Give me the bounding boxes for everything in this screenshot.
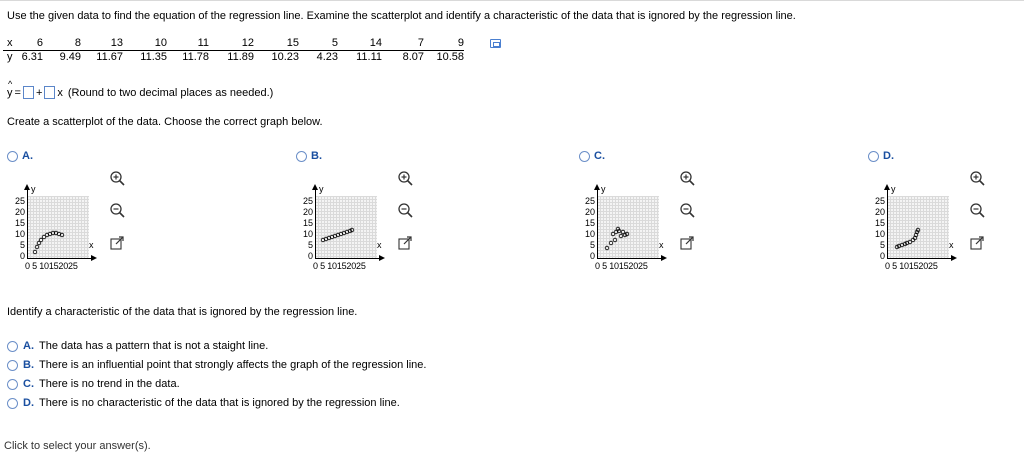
x-value: 12 <box>209 37 254 51</box>
x-axis-arrow-icon <box>379 255 385 261</box>
x-value: 5 <box>299 37 338 51</box>
y-tick-label: 0 <box>307 251 313 261</box>
zoom-in-icon[interactable] <box>397 170 413 186</box>
scatterplot-graph[interactable] <box>315 196 377 258</box>
scatter-points <box>597 196 659 258</box>
y-axis-arrow-icon <box>594 184 600 190</box>
y-axis <box>27 188 28 258</box>
x-axis <box>887 258 953 259</box>
regression-equation <box>7 86 273 99</box>
answer-option-a[interactable] <box>7 340 268 352</box>
y-axis <box>887 188 888 258</box>
x-axis <box>315 258 381 259</box>
x-tick-labels: 0 5 10152025 <box>25 261 78 271</box>
y-tick-label: 5 <box>19 240 25 250</box>
y-tick-label: 15 <box>302 218 313 228</box>
radio-button[interactable] <box>7 341 18 352</box>
y-tick-label: 0 <box>879 251 885 261</box>
open-graph-icon[interactable] <box>110 236 124 250</box>
answer-text: There is no trend in the data. <box>39 378 180 390</box>
radio-button[interactable] <box>7 151 18 162</box>
y-row-label: y <box>7 51 13 63</box>
graph-option-d[interactable] <box>868 150 894 162</box>
x-axis-name: x <box>949 240 954 250</box>
intercept-input[interactable] <box>23 86 34 99</box>
x-axis <box>597 258 663 259</box>
scatterplot-graph[interactable] <box>887 196 949 258</box>
y-tick-label: 10 <box>584 229 595 239</box>
answer-text: There is no characteristic of the data that is ignored by the regression line. <box>39 397 400 409</box>
scatter-point <box>605 246 609 250</box>
y-value: 4.23 <box>316 51 338 63</box>
x-value: 14 <box>338 37 382 51</box>
y-tick-label: 5 <box>879 240 885 250</box>
y-value: 10.23 <box>271 51 299 63</box>
answer-option-d[interactable] <box>7 397 400 409</box>
y-value: 11.11 <box>356 51 382 63</box>
y-hat-label: ^ y <box>7 87 13 99</box>
y-axis <box>315 188 316 258</box>
radio-button[interactable] <box>7 398 18 409</box>
y-axis-name: y <box>31 184 36 194</box>
y-value: 11.35 <box>140 51 167 63</box>
y-tick-label: 10 <box>302 229 313 239</box>
y-axis-arrow-icon <box>884 184 890 190</box>
y-tick-label: 20 <box>302 207 313 217</box>
radio-button[interactable] <box>296 151 307 162</box>
answer-letter: C. <box>23 378 34 390</box>
answer-letter: A. <box>23 340 34 352</box>
scatterplot-graph[interactable] <box>597 196 659 258</box>
zoom-in-icon[interactable] <box>109 170 125 186</box>
y-tick-label: 25 <box>302 196 313 206</box>
zoom-in-icon[interactable] <box>679 170 695 186</box>
x-value: 8 <box>43 37 81 51</box>
answer-letter: B. <box>23 359 34 371</box>
answer-letter: D. <box>23 397 34 409</box>
y-tick-label: 10 <box>874 229 885 239</box>
scatter-point <box>619 234 623 238</box>
radio-button[interactable] <box>7 379 18 390</box>
y-axis-name: y <box>319 184 324 194</box>
y-value: 11.89 <box>227 51 254 63</box>
zoom-out-icon[interactable] <box>679 202 695 218</box>
open-graph-icon[interactable] <box>680 236 694 250</box>
y-tick-label: 5 <box>307 240 313 250</box>
graph-option-c[interactable] <box>579 150 605 162</box>
radio-button[interactable] <box>868 151 879 162</box>
x-axis-name: x <box>89 240 94 250</box>
scatter-points <box>27 196 89 258</box>
scatter-point <box>39 238 43 242</box>
open-graph-icon[interactable] <box>398 236 412 250</box>
y-axis-name: y <box>601 184 606 194</box>
y-value: 10.58 <box>436 51 464 63</box>
option-letter: B. <box>311 150 322 162</box>
zoom-in-icon[interactable] <box>969 170 985 186</box>
scatter-point <box>613 238 617 242</box>
graph-option-b[interactable] <box>296 150 322 162</box>
x-row-label: x <box>3 37 19 51</box>
rounding-hint: (Round to two decimal places as needed.) <box>67 86 274 99</box>
radio-button[interactable] <box>7 360 18 371</box>
option-letter: C. <box>594 150 605 162</box>
y-tick-label: 5 <box>589 240 595 250</box>
y-tick-label: 15 <box>14 218 25 228</box>
footer-instruction: Click to select your answer(s). <box>4 440 151 452</box>
y-tick-label: 25 <box>874 196 885 206</box>
zoom-out-icon[interactable] <box>397 202 413 218</box>
plus-sign: + <box>35 86 43 99</box>
x-axis-arrow-icon <box>951 255 957 261</box>
identify-instruction: Identify a characteristic of the data that is ignored by the regression line. <box>7 306 358 318</box>
answer-option-c[interactable] <box>7 378 180 390</box>
y-tick-label: 25 <box>584 196 595 206</box>
question-prompt: Use the given data to find the equation of the regression line. Examine the scatterplot and identify a characteristic of the data that is ignored by the regression line. <box>7 10 796 22</box>
scatterplot-graph[interactable] <box>27 196 89 258</box>
open-graph-icon[interactable] <box>970 236 984 250</box>
x-tick-labels: 0 5 10152025 <box>595 261 648 271</box>
answer-option-b[interactable] <box>7 359 426 371</box>
x-value: 7 <box>382 37 424 51</box>
create-scatterplot-instruction: Create a scatterplot of the data. Choose the correct graph below. <box>7 116 323 128</box>
y-axis-arrow-icon <box>312 184 318 190</box>
y-value: 6.31 <box>21 51 43 63</box>
x-value: 11 <box>167 37 209 51</box>
y-tick-label: 15 <box>874 218 885 228</box>
copy-table-icon[interactable] <box>490 39 501 48</box>
x-value: 9 <box>424 37 464 51</box>
y-axis-arrow-icon <box>24 184 30 190</box>
scatter-point <box>609 241 613 245</box>
y-tick-label: 20 <box>874 207 885 217</box>
x-tick-labels: 0 5 10152025 <box>313 261 366 271</box>
data-table <box>3 37 464 63</box>
radio-button[interactable] <box>579 151 590 162</box>
scatter-point <box>33 250 37 254</box>
x-axis-name: x <box>377 240 382 250</box>
scatter-point <box>35 245 39 249</box>
scatter-points <box>887 196 949 258</box>
y-value: 11.78 <box>182 51 209 63</box>
answer-text: There is an influential point that strongly affects the graph of the regression line. <box>39 359 427 371</box>
x-value: 10 <box>123 37 167 51</box>
y-tick-label: 15 <box>584 218 595 228</box>
x-value: 15 <box>254 37 299 51</box>
y-axis-name: y <box>891 184 896 194</box>
option-letter: A. <box>22 150 33 162</box>
slope-input[interactable] <box>44 86 55 99</box>
y-tick-label: 0 <box>589 251 595 261</box>
y-tick-label: 25 <box>14 196 25 206</box>
x-value: 13 <box>81 37 123 51</box>
scatter-points <box>315 196 377 258</box>
top-divider <box>0 0 1024 1</box>
zoom-out-icon[interactable] <box>969 202 985 218</box>
x-tick-labels: 0 5 10152025 <box>885 261 938 271</box>
zoom-out-icon[interactable] <box>109 202 125 218</box>
y-tick-label: 10 <box>14 229 25 239</box>
y-tick-label: 0 <box>19 251 25 261</box>
y-axis <box>597 188 598 258</box>
y-tick-label: 20 <box>14 207 25 217</box>
x-axis-arrow-icon <box>661 255 667 261</box>
x-axis <box>27 258 93 259</box>
option-letter: D. <box>883 150 894 162</box>
answer-text: The data has a pattern that is not a staight line. <box>39 340 269 352</box>
equals-sign: = <box>14 86 21 99</box>
x-variable: x <box>57 86 63 99</box>
y-value: 8.07 <box>402 51 424 63</box>
x-axis-arrow-icon <box>91 255 97 261</box>
y-value: 9.49 <box>59 51 81 63</box>
y-tick-label: 20 <box>584 207 595 217</box>
y-value: 11.67 <box>96 51 123 63</box>
graph-option-a[interactable] <box>7 150 33 162</box>
x-value: 6 <box>19 37 43 51</box>
x-axis-name: x <box>659 240 664 250</box>
